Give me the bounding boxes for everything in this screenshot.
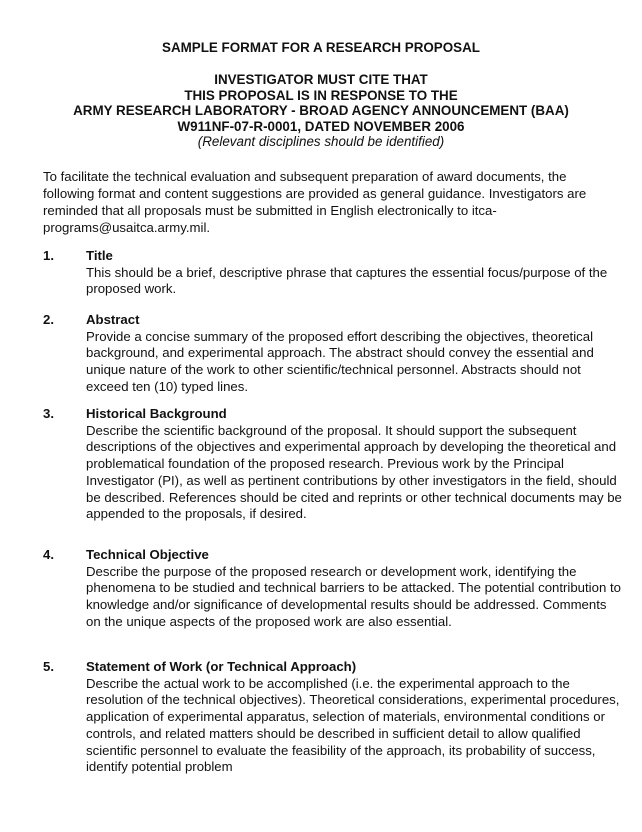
section-body bbox=[86, 547, 623, 631]
section-number: 5. bbox=[43, 659, 54, 674]
citation-header bbox=[0, 72, 642, 150]
section-heading: Historical Background bbox=[86, 406, 227, 421]
section-number: 2. bbox=[43, 312, 54, 327]
section-heading: Technical Objective bbox=[86, 547, 209, 562]
section-number: 1. bbox=[43, 248, 54, 263]
section-heading: Statement of Work (or Technical Approach) bbox=[86, 659, 357, 674]
section-text: Describe the purpose of the proposed research or development work, identifying the phenomena to be studied and technical barriers to be attacked. The potential contribution to knowledge and/or significance of developmental results should be addressed. Comments on the unique aspects of the proposed work are also essential. bbox=[86, 563, 621, 629]
section-text: Describe the actual work to be accomplished (i.e. the experimental approach to the resolution of the technical objectives). Theoretical considerations, experimental procedures, application of experimental apparatus, selection of materials, environmental conditions or controls, and related matters should be described in sufficient detail to allow qualified scientific personnel to evaluate the feasibility of the approach, its probability of success, identify potential problem bbox=[86, 675, 620, 775]
citation-line-1: INVESTIGATOR MUST CITE THAT bbox=[214, 72, 428, 87]
section-heading: Title bbox=[86, 248, 113, 263]
section-body bbox=[86, 406, 623, 523]
section-heading: Abstract bbox=[86, 312, 140, 327]
section-text: This should be a brief, descriptive phrase that captures the essential focus/purpose of the proposed work. bbox=[86, 264, 608, 297]
section-text: Describe the scientific background of the proposal. It should support the subsequent descriptions of the objectives and experimental approach by developing the theoretical and problematical foundation of the proposed research. Previous work by the Principal Investigator (PI), as well as pertinent contributions by other investigators in the field, should be described. References should be cited and reprints or other technical documents may be appended to the proposals, if desired. bbox=[86, 422, 622, 522]
citation-line-4: W911NF-07-R-0001, DATED NOVEMBER 2006 bbox=[177, 118, 465, 134]
section-body bbox=[86, 248, 623, 298]
main-title-text: SAMPLE FORMAT FOR A RESEARCH PROPOSAL bbox=[162, 40, 480, 55]
section-number: 4. bbox=[43, 547, 54, 562]
section-body bbox=[86, 659, 623, 776]
section-text: Provide a concise summary of the proposed effort describing the objectives, theoretical background, and experimental approach. The abstract should convey the essential and unique nature of the work to other scientific/technical personnel. Abstracts should not exceed ten (10) typed lines. bbox=[86, 328, 594, 394]
section-body bbox=[86, 312, 623, 396]
citation-line-2: THIS PROPOSAL IS IN RESPONSE TO THE bbox=[184, 87, 458, 103]
document-title bbox=[0, 40, 642, 56]
citation-line-3: ARMY RESEARCH LABORATORY - BROAD AGENCY ANNOUNCEMENT (BAA) bbox=[73, 103, 569, 118]
citation-line-5: (Relevant disciplines should be identified) bbox=[197, 134, 445, 149]
intro-paragraph: To facilitate the technical evaluation and subsequent preparation of award documents, the following format and content suggestions are provided as general guidance. Investigators are reminded that all proposals must be submitted in English electronically to itca-programs@usaitca.army.mil. bbox=[43, 169, 587, 235]
section-number: 3. bbox=[43, 406, 54, 421]
